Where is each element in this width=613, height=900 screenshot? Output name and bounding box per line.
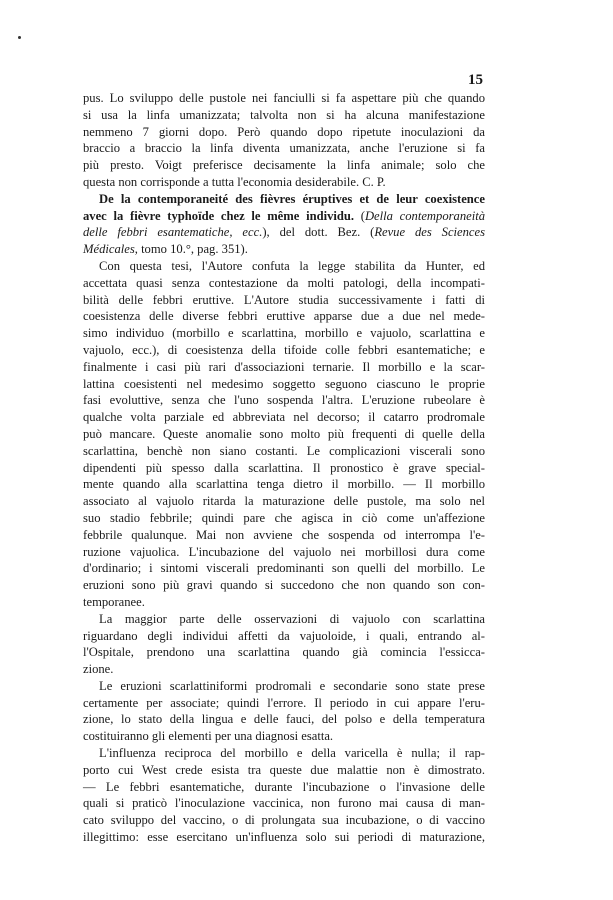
text-run: certamente per associate; quindi l'errore. Il periodo in cui appare l'eru- bbox=[83, 695, 485, 710]
text-run: Le eruzioni scarlattiniformi prodromali e secondarie sono state prese bbox=[99, 678, 485, 693]
text-line bbox=[83, 577, 485, 594]
text-line bbox=[83, 359, 485, 376]
text-line bbox=[83, 544, 485, 561]
text-line bbox=[83, 426, 485, 443]
text-line bbox=[83, 140, 485, 157]
text-run: fasi evoluttive, senza che l'uno sospenda l'altra. L'eruzione rubeolare è bbox=[83, 393, 485, 408]
text-line bbox=[83, 224, 485, 241]
text-run: finalmente i casi più rari d'associazioni ternarie. Il morbillo e la scar- bbox=[83, 359, 485, 374]
text-run: Revue des Sciences bbox=[374, 225, 485, 240]
text-run: d'ordinario; i sintomi viscerali predominanti son quelli del morbillo. Le bbox=[83, 561, 485, 576]
text-line bbox=[83, 342, 485, 359]
text-line bbox=[83, 174, 485, 191]
text-line bbox=[83, 644, 485, 661]
text-run: più presto. Voigt preferisce decisamente la linfa animale; solo che bbox=[83, 158, 485, 173]
text-run: , tomo 10.°, pag. 351). bbox=[134, 242, 248, 257]
text-line bbox=[83, 594, 485, 611]
text-run: si usa la linfa umanizzata; talvolta non si ha alcuna manifestazione bbox=[83, 107, 485, 122]
text-run: eruzioni sono più gravi quando si succedono che non quando son con- bbox=[83, 578, 485, 593]
text-line bbox=[83, 628, 485, 645]
text-run: lattina coesistenti nel medesimo soggetto seguono ciascuno le proprie bbox=[83, 376, 485, 391]
text-line bbox=[83, 762, 485, 779]
text-run: bilità delle febbri eruttive. L'Autore studia successivamente i fatti di bbox=[83, 292, 485, 307]
text-line bbox=[83, 124, 485, 141]
text-run: De la contemporaneité des fièvres éruptives et de leur coexistence bbox=[99, 191, 485, 206]
text-line bbox=[83, 208, 485, 225]
text-run: coesistenza delle diverse febbri eruttive apparse due a due nel mede- bbox=[83, 309, 485, 324]
text-run: ( bbox=[354, 208, 365, 223]
text-run: illegittimo: esse esercitano un'influenza solo sui periodi di maturazione, bbox=[83, 830, 485, 845]
text-run: costituiranno gli elementi per una diagnosi esatta. bbox=[83, 729, 334, 744]
text-line bbox=[83, 510, 485, 527]
text-line bbox=[83, 779, 485, 796]
text-line bbox=[83, 275, 485, 292]
text-run: L'influenza reciproca del morbillo e della varicella è nulla; il rap- bbox=[99, 746, 485, 761]
text-run: ), del dott. Bez. ( bbox=[262, 225, 375, 240]
text-run: dipendenti più spesso dalla scarlattina. Il pronostico è grave special- bbox=[83, 460, 485, 475]
text-run: riguardano degli individui affetti da vajuoloide, i quali, entrando al- bbox=[83, 628, 485, 643]
page-number: 15 bbox=[468, 72, 483, 88]
body-text bbox=[83, 90, 485, 846]
text-run: cato sviluppo del vaccino, o di prolungata sua incubazione, o di vaccino bbox=[83, 813, 485, 828]
text-line bbox=[83, 728, 485, 745]
text-run: zione, lo stato della lingua e delle fauci, del polso e della temperatura bbox=[83, 712, 485, 727]
text-line bbox=[83, 460, 485, 477]
text-run: Della contemporaneità bbox=[364, 208, 485, 223]
text-run: pus. Lo sviluppo delle pustole nei fanciulli si fa aspettare più che quando bbox=[83, 91, 485, 105]
text-line bbox=[83, 695, 485, 712]
text-line bbox=[83, 241, 485, 258]
text-run: ruzione vajuolica. L'incubazione del vajuolo nei morbillosi dura come bbox=[83, 544, 485, 559]
text-run: porto cui West crede esista tra queste due malattie non è dimostrato. bbox=[83, 762, 485, 777]
text-run: suo stadio febbrile; quindi pare che agisca in ciò come un'affezione bbox=[83, 510, 485, 525]
text-line bbox=[83, 409, 485, 426]
text-run: associato al vajuolo ritarda la maturazione delle pustole, ma solo nel bbox=[83, 494, 485, 509]
text-run: mente quando alla scarlattina tenga dietro il morbillo. — Il morbillo bbox=[83, 477, 485, 492]
text-run: Médicales bbox=[83, 242, 135, 257]
text-line bbox=[83, 711, 485, 728]
text-line bbox=[83, 325, 485, 342]
text-line bbox=[83, 157, 485, 174]
text-run: accettata quasi senza contestazione da molti patologi, della incompati- bbox=[83, 275, 485, 290]
text-run: — Le febbri esantematiche, durante l'incubazione o l'invasione delle bbox=[83, 779, 485, 794]
text-run: delle febbri esantematiche, ecc. bbox=[83, 225, 263, 240]
text-line bbox=[83, 661, 485, 678]
text-run: Con questa tesi, l'Autore confuta la legge stabilita da Hunter, ed bbox=[99, 258, 485, 273]
text-line bbox=[83, 258, 485, 275]
text-run: nemmeno 7 giorni dopo. Però quando dopo ripetute inoculazioni da bbox=[83, 124, 485, 139]
text-run: vajuolo, ecc.), di coesistenza della tifoide colle febbri esantematiche; e bbox=[83, 342, 485, 357]
text-line bbox=[83, 308, 485, 325]
text-line bbox=[83, 560, 485, 577]
text-line bbox=[83, 292, 485, 309]
text-line bbox=[83, 191, 485, 208]
text-run: braccio a braccio la linfa diventa umanizzata, anche l'eruzione si fa bbox=[83, 141, 485, 156]
text-run: può mancare. Queste anomalie sono molto più frequenti di quelle della bbox=[83, 426, 485, 441]
text-line bbox=[83, 376, 485, 393]
text-line bbox=[83, 493, 485, 510]
margin-mark bbox=[18, 36, 21, 39]
text-run: zione. bbox=[83, 662, 114, 677]
text-run: febbrile qualunque. Mai non avviene che sospenda od interrompa l'e- bbox=[83, 527, 485, 542]
text-run: scarlattina, benchè non siano costanti. Le complicazioni viscerali sono bbox=[83, 443, 485, 458]
text-line bbox=[83, 745, 485, 762]
text-run: questa non corrisponde a tutta l'economia desiderabile. C. P. bbox=[83, 174, 386, 189]
text-line bbox=[83, 476, 485, 493]
text-line bbox=[83, 527, 485, 544]
text-line bbox=[83, 107, 485, 124]
text-line bbox=[83, 678, 485, 695]
text-line bbox=[83, 90, 485, 107]
text-run: simo individuo (morbillo e scarlattina, morbillo e vajuolo, scarlattina e bbox=[83, 326, 485, 341]
text-line bbox=[83, 443, 485, 460]
text-line bbox=[83, 795, 485, 812]
text-run: qualche volta parziale ed abbreviata nel decorso; il catarro prodromale bbox=[83, 410, 485, 425]
text-line bbox=[83, 812, 485, 829]
text-line bbox=[83, 829, 485, 846]
text-line bbox=[83, 392, 485, 409]
text-run: temporanee. bbox=[83, 594, 145, 609]
text-run: avec la fièvre typhoïde chez le même individu. bbox=[83, 208, 355, 223]
text-run: La maggior parte delle osservazioni di vajuolo con scarlattina bbox=[99, 611, 485, 626]
text-line bbox=[83, 611, 485, 628]
text-run: quali si praticò l'inoculazione vaccinica, non furono mai causa di man- bbox=[83, 796, 485, 811]
text-run: l'Ospitale, prendono una scarlattina quando già comincia l'essicca- bbox=[83, 645, 485, 660]
